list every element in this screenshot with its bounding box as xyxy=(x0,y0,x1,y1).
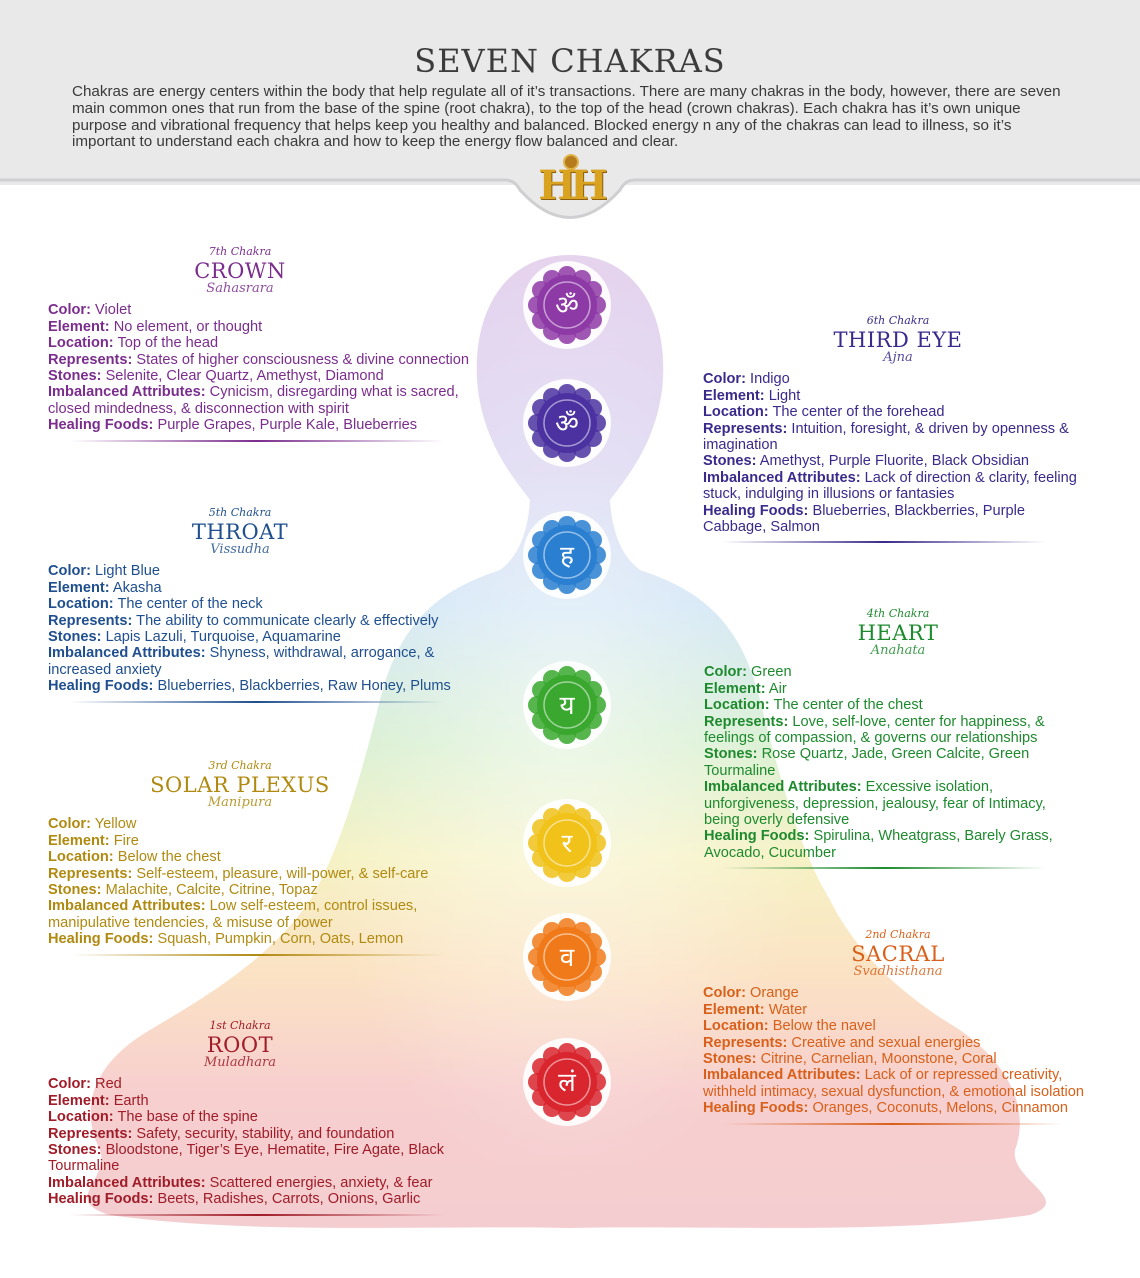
crown-imbalanced-row xyxy=(48,384,488,417)
solar-plexus-name: SOLAR PLEXUS xyxy=(150,773,330,798)
crown-stones-row xyxy=(48,368,488,384)
solar-plexus-stones-value: Malachite, Calcite, Citrine, Topaz xyxy=(101,882,318,899)
heart-location-value: The center of the chest xyxy=(769,697,923,714)
root-name: ROOT xyxy=(206,1033,274,1058)
root-stones-label: Stones: xyxy=(48,1142,102,1159)
logo-text: HH xyxy=(538,162,602,209)
third-eye-imbalanced-row xyxy=(703,470,1083,503)
heart-divider xyxy=(723,867,1046,869)
heart-stones-label: Stones: xyxy=(704,746,758,763)
throat-chakra-symbol-icon xyxy=(522,510,612,600)
intro-text: Chakras are energy centers within the body that help regulate all of it’s transactions. There are many chakras in the body, however, there are seven main common ones that run from the base of the spine (root chakra), to the top of the head (crown chakras). Each chakra has it’s own unique purpose and vibrational frequency that helps keep you healthy and balanced. Blocked energy n any of the chakras can lead to illness, so it’s important to understand each chakra and how to keep the energy flow balanced and clear. xyxy=(72,83,1061,151)
root-imbalanced-label: Imbalanced Attributes: xyxy=(48,1174,206,1191)
root-color-row xyxy=(48,1076,488,1092)
crown-element-value: No element, or thought xyxy=(109,318,263,335)
throat-color-row xyxy=(48,563,488,579)
crown-divider xyxy=(70,440,444,442)
heart-name: HEART xyxy=(857,621,939,646)
sacral-stones-label: Stones: xyxy=(703,1051,757,1068)
heart-foods-value: Spirulina, Wheatgrass, Barely Grass, Avocado, Cucumber xyxy=(704,828,1053,861)
heart-color-label: Color: xyxy=(704,664,747,681)
root-location-value: The base of the spine xyxy=(113,1109,258,1126)
throat-imbalanced-value: Shyness, withdrawal, arrogance, & increased anxiety xyxy=(48,645,435,678)
root-foods-value: Beets, Radishes, Carrots, Onions, Garlic xyxy=(153,1191,421,1208)
third-eye-chakra-symbol-icon xyxy=(522,378,612,468)
root-represents-label: Represents: xyxy=(48,1125,133,1142)
solar-plexus-represents-row xyxy=(48,866,488,882)
throat-foods-row xyxy=(48,678,488,694)
sacral-element-value: Water xyxy=(764,1001,808,1018)
sacral-stones-row xyxy=(703,1051,1103,1067)
throat-divider xyxy=(70,701,444,703)
third-eye-represents-value: Intuition, foresight, & driven by openness & imagination xyxy=(703,420,1069,454)
crown-foods-value: Purple Grapes, Purple Kale, Blueberries xyxy=(153,417,418,434)
throat-description xyxy=(48,505,488,703)
solar-plexus-color-label: Color: xyxy=(48,816,91,833)
root-chakra-symbol-icon xyxy=(522,1037,612,1127)
heart-imbalanced-label: Imbalanced Attributes: xyxy=(704,779,862,796)
solar-plexus-element-row xyxy=(48,833,488,849)
third-eye-stones-label: Stones: xyxy=(703,453,757,470)
throat-imbalanced-row xyxy=(48,645,488,678)
solar-plexus-color-value: Yellow xyxy=(90,816,137,833)
crown-represents-value: States of higher consciousness & divine connection xyxy=(132,351,470,368)
sacral-description xyxy=(703,927,1103,1125)
crown-symbol-glyph: ॐ xyxy=(555,291,579,321)
third-eye-element-label: Element: xyxy=(703,387,765,404)
sacral-color-row xyxy=(703,985,1103,1001)
root-sanskrit-name: Muladhara xyxy=(203,1055,276,1071)
third-eye-color-value: Indigo xyxy=(745,371,790,388)
heart-sanskrit-name: Anahata xyxy=(870,643,926,659)
throat-foods-value: Blueberries, Blackberries, Raw Honey, Plums xyxy=(153,678,451,695)
third-eye-stones-value: Amethyst, Purple Fluorite, Black Obsidian xyxy=(756,453,1030,470)
throat-name: THROAT xyxy=(191,520,289,545)
heart-foods-row xyxy=(704,828,1084,861)
crown-location-label: Location: xyxy=(48,335,114,352)
third-eye-imbalanced-label: Imbalanced Attributes: xyxy=(703,469,861,486)
crown-foods-label: Healing Foods: xyxy=(48,417,154,434)
throat-color-value: Light Blue xyxy=(90,563,160,580)
third-eye-stones-row xyxy=(703,453,1083,469)
solar-plexus-description xyxy=(48,758,488,956)
solar-plexus-foods-value: Squash, Pumpkin, Corn, Oats, Lemon xyxy=(153,931,404,948)
solar-plexus-imbalanced-label: Imbalanced Attributes: xyxy=(48,898,206,915)
sacral-location-label: Location: xyxy=(703,1018,769,1035)
third-eye-imbalanced-value: Lack of direction & clarity, feeling stuck, indulging in illusions or fantasies xyxy=(703,469,1077,503)
sacral-color-value: Orange xyxy=(745,985,799,1002)
sacral-represents-label: Represents: xyxy=(703,1034,788,1051)
heart-description xyxy=(704,606,1084,869)
third-eye-element-value: Light xyxy=(764,387,801,404)
crown-stones-label: Stones: xyxy=(48,368,102,385)
solar-plexus-foods-label: Healing Foods: xyxy=(48,931,154,948)
heart-location-row xyxy=(704,697,1084,713)
third-eye-represents-label: Represents: xyxy=(703,420,788,437)
root-represents-row xyxy=(48,1126,488,1142)
root-foods-label: Healing Foods: xyxy=(48,1191,154,1208)
root-represents-value: Safety, security, stability, and foundation xyxy=(132,1125,395,1142)
heart-imbalanced-value: Excessive isolation, unforgiveness, depression, jealousy, fear of Intimacy, being overly defensive xyxy=(704,779,1046,829)
third-eye-foods-value: Blueberries, Blackberries, Purple Cabbage, Salmon xyxy=(703,502,1025,536)
sacral-stones-value: Citrine, Carnelian, Moonstone, Coral xyxy=(756,1051,997,1068)
third-eye-represents-row xyxy=(703,421,1083,454)
throat-number: 5th Chakra xyxy=(208,506,272,519)
sacral-divider xyxy=(723,1123,1063,1125)
solar-plexus-divider xyxy=(70,954,444,956)
solar-plexus-stones-row xyxy=(48,882,488,898)
throat-symbol-glyph: ह xyxy=(560,541,574,571)
root-color-label: Color: xyxy=(48,1076,91,1093)
crown-name: CROWN xyxy=(194,259,286,284)
heart-color-value: Green xyxy=(746,664,792,681)
sacral-represents-value: Creative and sexual energies xyxy=(787,1034,981,1051)
page-title: SEVEN CHAKRAS xyxy=(414,42,726,80)
sacral-name: SACRAL xyxy=(851,942,945,967)
third-eye-location-value: The center of the forehead xyxy=(768,404,945,421)
third-eye-foods-row xyxy=(703,503,1083,536)
throat-imbalanced-label: Imbalanced Attributes: xyxy=(48,645,206,662)
third-eye-symbol-glyph: ॐ xyxy=(555,409,579,439)
root-foods-row xyxy=(48,1191,488,1207)
throat-foods-label: Healing Foods: xyxy=(48,678,154,695)
heart-symbol-glyph: य xyxy=(559,691,575,721)
throat-stones-row xyxy=(48,629,488,645)
root-divider xyxy=(70,1214,444,1216)
root-location-row xyxy=(48,1109,488,1125)
sacral-number: 2nd Chakra xyxy=(865,928,931,941)
crown-color-value: Violet xyxy=(90,302,132,319)
solar-plexus-number: 3rd Chakra xyxy=(208,759,272,772)
throat-element-label: Element: xyxy=(48,579,110,596)
crown-location-value: Top of the head xyxy=(113,335,219,352)
root-location-label: Location: xyxy=(48,1109,114,1126)
crown-represents-label: Represents: xyxy=(48,351,133,368)
throat-location-row xyxy=(48,596,488,612)
crown-represents-row xyxy=(48,352,488,368)
third-eye-location-label: Location: xyxy=(703,404,769,421)
third-eye-sanskrit-name: Ajna xyxy=(883,350,913,366)
crown-description xyxy=(48,244,488,442)
root-stones-value: Bloodstone, Tiger’s Eye, Hematite, Fire Agate, Black Tourmaline xyxy=(48,1142,445,1175)
heart-represents-value: Love, self-love, center for happiness, & feelings of compassion, & governs our relationships xyxy=(704,713,1045,747)
crown-color-row xyxy=(48,302,488,318)
heart-element-label: Element: xyxy=(704,680,766,697)
crown-number: 7th Chakra xyxy=(208,245,272,258)
crown-location-row xyxy=(48,335,488,351)
solar-plexus-represents-value: Self-esteem, pleasure, will-power, & self-care xyxy=(132,865,429,882)
solar-plexus-chakra-symbol-icon xyxy=(522,798,612,888)
crown-sanskrit-name: Sahasrara xyxy=(206,281,274,297)
crown-imbalanced-label: Imbalanced Attributes: xyxy=(48,384,206,401)
heart-foods-label: Healing Foods: xyxy=(704,828,810,845)
solar-plexus-element-label: Element: xyxy=(48,832,110,849)
crown-color-label: Color: xyxy=(48,302,91,319)
solar-plexus-represents-label: Represents: xyxy=(48,865,133,882)
throat-element-value: Akasha xyxy=(109,579,162,596)
third-eye-element-row xyxy=(703,388,1083,404)
solar-plexus-location-row xyxy=(48,849,488,865)
sacral-location-row xyxy=(703,1018,1103,1034)
sacral-color-label: Color: xyxy=(703,985,746,1002)
crown-stones-value: Selenite, Clear Quartz, Amethyst, Diamond xyxy=(101,368,384,385)
third-eye-description xyxy=(703,313,1083,543)
throat-sanskrit-name: Vissudha xyxy=(210,542,270,558)
sacral-foods-label: Healing Foods: xyxy=(703,1100,809,1117)
sacral-location-value: Below the navel xyxy=(768,1018,876,1035)
throat-stones-label: Stones: xyxy=(48,629,102,646)
sacral-sanskrit-name: Svadhisthana xyxy=(853,964,943,980)
throat-location-label: Location: xyxy=(48,596,114,613)
heart-represents-label: Represents: xyxy=(704,713,789,730)
heart-imbalanced-row xyxy=(704,779,1084,828)
heart-number: 4th Chakra xyxy=(866,607,930,620)
root-description xyxy=(48,1018,488,1216)
heart-stones-value: Rose Quartz, Jade, Green Calcite, Green Tourmaline xyxy=(704,746,1030,779)
solar-plexus-sanskrit-name: Manipura xyxy=(207,795,273,811)
solar-plexus-color-row xyxy=(48,816,488,832)
solar-plexus-location-label: Location: xyxy=(48,849,114,866)
solar-plexus-stones-label: Stones: xyxy=(48,882,102,899)
sacral-symbol-glyph: व xyxy=(559,943,575,973)
sacral-chakra-symbol-icon xyxy=(522,912,612,1002)
heart-color-row xyxy=(704,664,1084,680)
third-eye-name: THIRD EYE xyxy=(833,328,963,353)
sacral-element-row xyxy=(703,1002,1103,1018)
solar-plexus-foods-row xyxy=(48,931,488,947)
solar-plexus-symbol-glyph: र xyxy=(561,829,573,859)
third-eye-color-label: Color: xyxy=(703,371,746,388)
throat-represents-row xyxy=(48,613,488,629)
root-element-label: Element: xyxy=(48,1092,110,1109)
throat-element-row xyxy=(48,580,488,596)
third-eye-number: 6th Chakra xyxy=(866,314,930,327)
crown-element-label: Element: xyxy=(48,318,110,335)
root-symbol-glyph: लं xyxy=(558,1068,576,1098)
heart-represents-row xyxy=(704,714,1084,747)
crown-element-row xyxy=(48,319,488,335)
crown-chakra-symbol-icon xyxy=(522,260,612,350)
crown-foods-row xyxy=(48,417,488,433)
solar-plexus-location-value: Below the chest xyxy=(113,849,221,866)
crown-imbalanced-value: Cynicism, disregarding what is sacred, closed mindedness, & disconnection with spirit xyxy=(48,384,459,417)
throat-represents-value: The ability to communicate clearly & effectively xyxy=(132,612,439,629)
third-eye-foods-label: Healing Foods: xyxy=(703,502,809,519)
sacral-imbalanced-label: Imbalanced Attributes: xyxy=(703,1067,861,1084)
sacral-imbalanced-row xyxy=(703,1067,1103,1100)
sacral-imbalanced-value: Lack of or repressed creativity, withheld intimacy, sexual dysfunction, & emotional isolation xyxy=(703,1067,1084,1100)
root-stones-row xyxy=(48,1142,488,1175)
root-imbalanced-value: Scattered energies, anxiety, & fear xyxy=(205,1174,433,1191)
solar-plexus-imbalanced-row xyxy=(48,898,488,931)
sacral-foods-value: Oranges, Coconuts, Melons, Cinnamon xyxy=(808,1100,1068,1117)
heart-element-row xyxy=(704,681,1084,697)
heart-chakra-symbol-icon xyxy=(522,660,612,750)
heart-location-label: Location: xyxy=(704,697,770,714)
heart-element-value: Air xyxy=(765,680,787,697)
solar-plexus-imbalanced-value: Low self-esteem, control issues, manipulative tendencies, & misuse of power xyxy=(48,898,418,931)
root-number: 1st Chakra xyxy=(209,1019,271,1032)
heart-stones-row xyxy=(704,746,1084,779)
root-element-row xyxy=(48,1093,488,1109)
solar-plexus-element-value: Fire xyxy=(109,832,139,849)
throat-represents-label: Represents: xyxy=(48,612,133,629)
throat-location-value: The center of the neck xyxy=(113,596,263,613)
sacral-element-label: Element: xyxy=(703,1001,765,1018)
throat-color-label: Color: xyxy=(48,563,91,580)
root-color-value: Red xyxy=(90,1076,122,1093)
sacral-foods-row xyxy=(703,1100,1103,1116)
third-eye-color-row xyxy=(703,371,1083,387)
root-imbalanced-row xyxy=(48,1175,488,1191)
throat-stones-value: Lapis Lazuli, Turquoise, Aquamarine xyxy=(101,629,341,646)
third-eye-location-row xyxy=(703,404,1083,420)
sacral-represents-row xyxy=(703,1035,1103,1051)
third-eye-divider xyxy=(722,541,1045,543)
root-element-value: Earth xyxy=(109,1092,149,1109)
